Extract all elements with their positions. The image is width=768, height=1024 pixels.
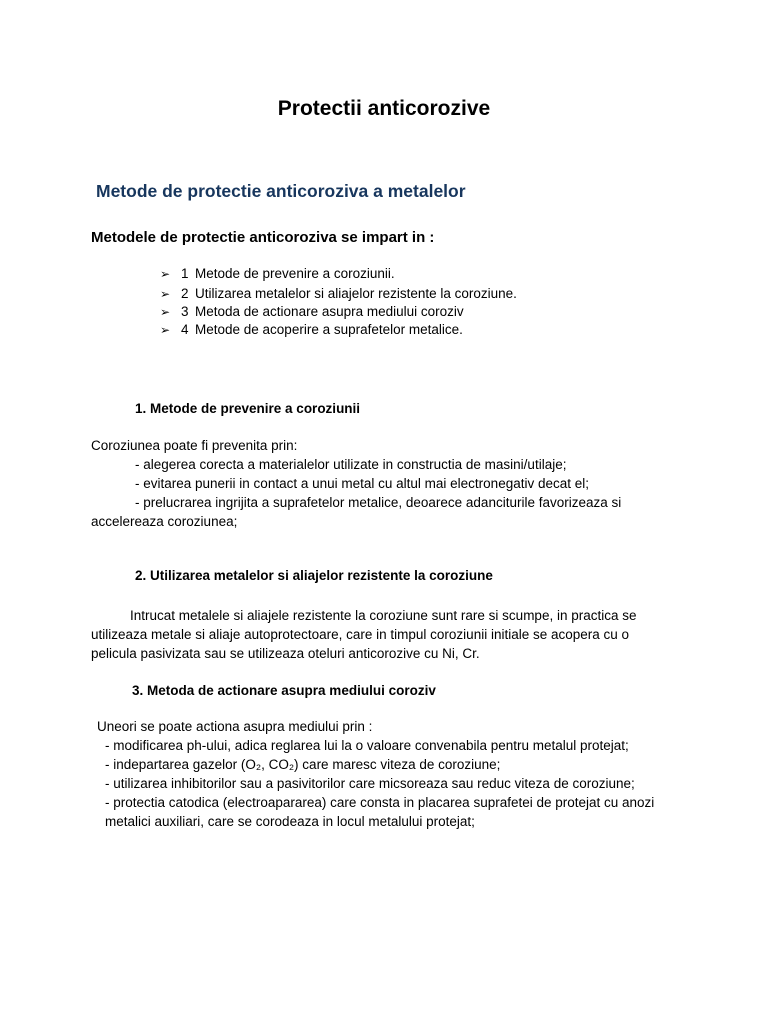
section-3-heading: 3. Metoda de actionare asupra mediului coroziv: [132, 683, 436, 698]
section-1-item: - alegerea corecta a materialelor utilizate in constructia de masini/utilaje;: [135, 457, 567, 472]
section-2-line: pelicula pasivizata sau se utilizeaza oteluri anticorozive cu Ni, Cr.: [91, 646, 480, 661]
section-1-item: - evitarea punerii in contact a unui metal cu altul mai electronegativ decat el;: [135, 476, 589, 491]
intro-text: Metodele de protectie anticoroziva se impart in :: [91, 229, 435, 246]
list-item-text: Metode de prevenire a coroziunii.: [195, 266, 395, 281]
section-3-lead: Uneori se poate actiona asupra mediului prin :: [97, 719, 373, 734]
section-3-line: - indepartarea gazelor (O₂, CO₂) care maresc viteza de coroziune;: [105, 757, 501, 772]
section-3-line: metalici auxiliari, care se corodeaza in locul metalului protejat;: [105, 814, 475, 829]
section-3-line: - utilizarea inhibitorilor sau a pasivitorilor care micsoreaza sau reduc viteza de coroziune;: [105, 776, 635, 791]
list-item-text: Utilizarea metalelor si aliajelor rezistente la coroziune.: [195, 286, 517, 301]
section-2-line: Intrucat metalele si aliajele rezistente la coroziune sunt rare si scumpe, in practica se: [130, 608, 637, 623]
list-item-text: Metoda de actionare asupra mediului coroziv: [195, 304, 464, 319]
arrow-bullet-icon: ➢: [160, 305, 171, 319]
section-3-line: - protectia catodica (electroapararea) care consta in placarea suprafetei de protejat cu anozi: [105, 795, 655, 810]
document-title: Protectii anticorozive: [277, 97, 491, 120]
list-number: 1: [181, 266, 189, 281]
section-3-line: - modificarea ph-ului, adica reglarea lui la o valoare convenabila pentru metalul protejat;: [105, 738, 629, 753]
document-subtitle: Metode de protectie anticoroziva a metalelor: [96, 181, 466, 201]
section-1-item: - prelucrarea ingrijita a suprafetelor metalice, deoarece adanciturile favorizeaza si: [135, 495, 622, 510]
list-number: 2: [181, 286, 189, 301]
list-item: [160, 285, 517, 303]
section-1-continuation: accelereaza coroziunea;: [91, 514, 238, 529]
arrow-bullet-icon: ➢: [160, 287, 171, 301]
list-item-text: Metode de acoperire a suprafetelor metalice.: [195, 322, 463, 337]
list-number: 4: [181, 322, 189, 337]
list-item: [160, 303, 464, 321]
arrow-bullet-icon: ➢: [160, 267, 171, 281]
arrow-bullet-icon: ➢: [160, 323, 171, 337]
section-1-lead: Coroziunea poate fi prevenita prin:: [91, 438, 298, 453]
section-1-heading: 1. Metode de prevenire a coroziunii: [135, 401, 361, 416]
list-item: [160, 321, 463, 339]
list-number: 3: [181, 304, 189, 319]
section-2-line: utilizeaza metale si aliaje autoprotectoare, care in timpul coroziunii initiale se acopera cu o: [91, 627, 630, 642]
section-2-heading: 2. Utilizarea metalelor si aliajelor rezistente la coroziune: [135, 568, 493, 583]
list-item: [160, 265, 395, 283]
